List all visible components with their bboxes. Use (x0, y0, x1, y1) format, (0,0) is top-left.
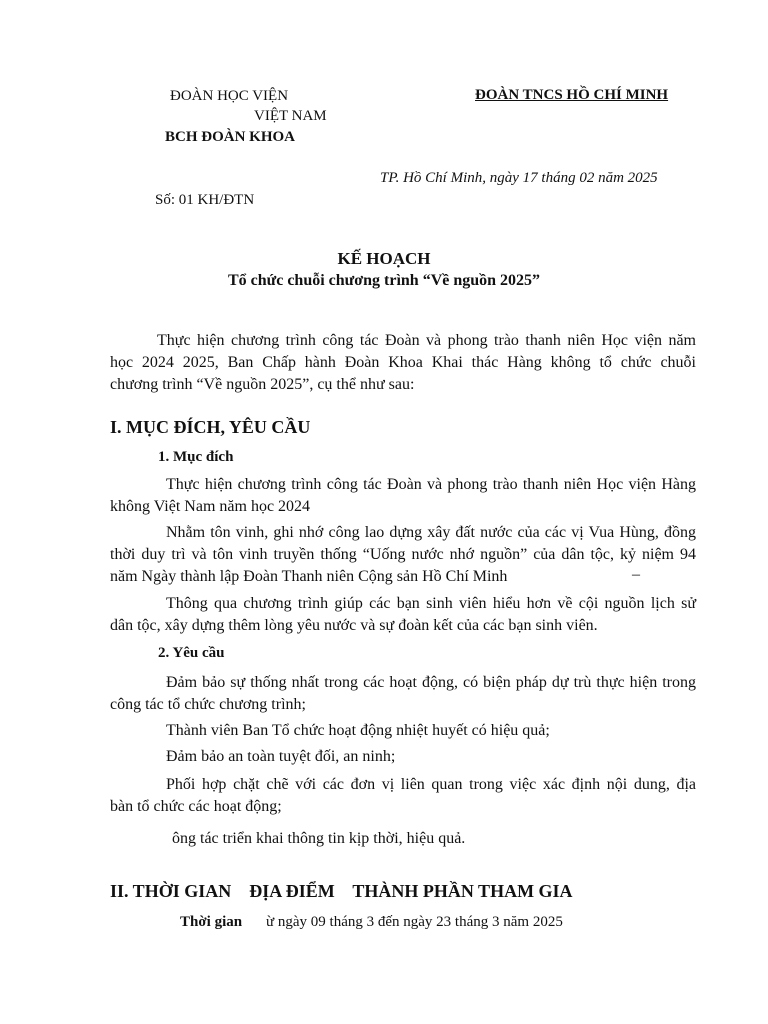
requirement-3: Đảm bảo an toàn tuyệt đối, an ninh; (166, 748, 396, 765)
document-number: Số: 01 KH/ĐTN (155, 192, 255, 208)
requirement-1-line-1: Đảm bảo sự thống nhất trong các hoạt động, có biện pháp dự trù thực hiện trong (166, 674, 696, 691)
intro-line-1: Thực hiện chương trình công tác Đoàn và phong trào thanh niên Học viện năm (157, 332, 696, 349)
purpose-p2-line-2: thời duy trì và tôn vinh truyền thống “Uống nước nhớ nguồn” của dân tộc, kỷ niệm 94 (110, 546, 696, 563)
requirement-5: ông tác triển khai thông tin kịp thời, hiệu quả. (172, 830, 466, 847)
purpose-p2-line-3: năm Ngày thành lập Đoàn Thanh niên Cộng sản Hồ Chí Minh (110, 568, 508, 585)
party-org-name: ĐOÀN TNCS HỒ CHÍ MINH (475, 87, 669, 103)
document-subtitle: Tổ chức chuỗi chương trình “Về nguồn 2025” (227, 272, 541, 289)
intro-line-3: chương trình “Về nguồn 2025”, cụ thể như sau: (110, 376, 415, 393)
requirement-1-line-2: công tác tổ chức chương trình; (110, 696, 306, 713)
purpose-p1-line-1: Thực hiện chương trình công tác Đoàn và phong trào thanh niên Học viện Hàng (166, 476, 696, 493)
purpose-p3-line-2: dân tộc, xây dựng thêm lòng yêu nước và sự đoàn kết của các bạn sinh viên. (110, 617, 598, 634)
intro-line-2: học 2024 2025, Ban Chấp hành Đoàn Khoa Khai thác Hàng không tổ chức chuỗi (110, 354, 696, 371)
purpose-p2-dash: – (632, 566, 640, 583)
purpose-p3-line-1: Thông qua chương trình giúp các bạn sinh viên hiểu hơn về cội nguồn lịch sử (166, 595, 696, 612)
org-unit: BCH ĐOÀN KHOA (165, 129, 296, 145)
time-label: Thời gian (180, 914, 243, 930)
time-value: ừ ngày 09 tháng 3 đến ngày 23 tháng 3 năm 2025 (266, 914, 563, 930)
section-2-heading: II. THỜI GIAN ĐỊA ĐIỂM THÀNH PHẦN THAM GIA (110, 881, 573, 901)
requirement-4-line-1: Phối hợp chặt chẽ với các đơn vị liên quan trong việc xác định nội dung, địa (166, 776, 696, 793)
org-name-line1: ĐOÀN HỌC VIỆN (170, 88, 289, 104)
requirement-2: Thành viên Ban Tổ chức hoạt động nhiệt huyết có hiệu quả; (166, 722, 550, 739)
purpose-p2-line-1: Nhằm tôn vinh, ghi nhớ công lao dựng xây đất nước của các vị Vua Hùng, đồng (166, 524, 696, 541)
document-title: KẾ HOẠCH (337, 249, 431, 268)
requirement-4-line-2: bàn tổ chức các hoạt động; (110, 798, 282, 815)
purpose-p1-line-2: không Việt Nam năm học 2024 (110, 498, 311, 515)
org-name-line2: VIỆT NAM (254, 108, 327, 124)
section-1-1-heading: 1. Mục đích (158, 449, 234, 465)
section-1-heading: I. MỤC ĐÍCH, YÊU CẦU (110, 417, 311, 437)
date-line: TP. Hồ Chí Minh, ngày 17 tháng 02 năm 2025 (380, 170, 658, 186)
section-1-2-heading: 2. Yêu cầu (158, 645, 225, 661)
